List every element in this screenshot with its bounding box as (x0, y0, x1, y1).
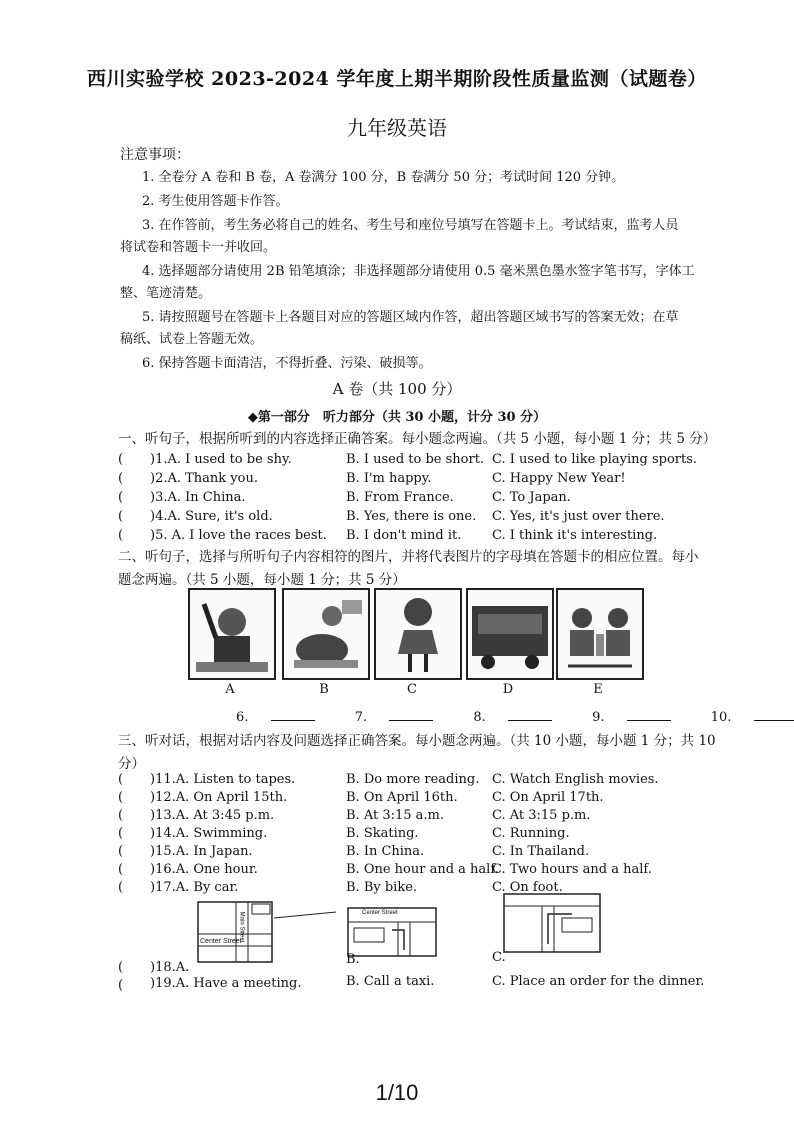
question-row: ( )4.A. Sure, it's old. B. Yes, there is one. C. Yes, it's just over there. (118, 509, 665, 524)
question-row: ( )17.A. By car. B. By bike. C. On foot. (118, 880, 563, 895)
part-three-heading: 三、听对话，根据对话内容及问题选择正确答案。每小题念两遍。（共 10 小题，每小题 1 分；共 10 分） (118, 733, 716, 772)
picture-label: E (593, 682, 603, 697)
question-row: ( )19.A. Have a meeting. B. Call a taxi. C. Place an order for the dinner. (118, 974, 705, 993)
map-option-b (346, 906, 438, 958)
picture-a (188, 588, 276, 680)
question-row: ( )3.A. In China. B. From France. C. To Japan. (118, 490, 571, 505)
note-item: 6. 保持答题卡面清洁，不得折叠、污染、破损等。 (142, 356, 432, 371)
blank-item: 8. (473, 710, 570, 725)
blank-item: 6. (236, 710, 333, 725)
note-item: 稿纸、试卷上答题无效。 (120, 332, 264, 347)
note-item: 5. 请按照题号在答题卡上各题目对应的答题区域内作答，超出答题区域书写的答案无效；在草 (142, 310, 679, 325)
question-row: ( )15.A. In Japan. B. In China. C. In Thailand. (118, 844, 590, 859)
part-one-heading: 一、听句子，根据所听到的内容选择正确答案。每小题念两遍。（共 5 小题，每小题 1 分；共 5 分） (118, 431, 717, 447)
picture-label: A (225, 682, 235, 697)
exam-title: 西川实验学校 2023-2024 学年度上期半期阶段性质量监测（试题卷） (87, 68, 707, 90)
picture-label: D (502, 682, 514, 697)
note-item: 1. 全卷分 A 卷和 B 卷，A 卷满分 100 分，B 卷满分 50 分；考试时间 120 分钟。 (142, 170, 625, 185)
question-row: ( )12.A. On April 15th. B. On April 16th. C. On April 17th. (118, 790, 604, 805)
picture-d (466, 588, 554, 680)
blank-item: 10. (711, 710, 794, 725)
question-row: ( )13.A. At 3:45 p.m. B. At 3:15 a.m. C. At 3:15 p.m. (118, 808, 591, 823)
section-a-title: A 卷（共 100 分） (332, 380, 462, 398)
question-row: ( )16.A. One hour. B. One hour and a half. C. Two hours and a half. (118, 862, 652, 877)
picture-c (374, 588, 462, 680)
map-street-label: Center Street (200, 938, 242, 945)
exam-subtitle: 九年级英语 (347, 116, 447, 140)
question-row: ( )5. A. I love the races best. B. I don't mind it. C. I think it's interesting. (118, 528, 658, 543)
picture-label: B (319, 682, 329, 697)
note-item: 4. 选择题部分请使用 2B 铅笔填涂；非选择题部分请使用 0.5 毫米黑色墨水签字笔书写，字体工 (142, 264, 695, 279)
question-row: ( )14.A. Swimming. B. Skating. C. Running. (118, 826, 570, 841)
map-street-label: Center Street (362, 910, 398, 916)
map-option-c (502, 892, 602, 954)
question-row: ( )18.A. B. C. (118, 950, 506, 975)
page-number: 1/10 (375, 1080, 419, 1105)
part-one-title: ◆第一部分 听力部分（共 30 小题，计分 30 分） (247, 410, 547, 425)
answer-blanks (236, 710, 794, 725)
map-street-label: Main Street (238, 911, 245, 943)
note-item: 3. 在作答前，考生务必将自己的姓名、考生号和座位号填写在答题卡上。考试结束，监考人员 (142, 218, 679, 233)
picture-e (556, 588, 644, 680)
question-row: ( )1.A. I used to be shy. B. I used to be short. C. I used to like playing sports. (118, 452, 698, 467)
question-row: ( )11.A. Listen to tapes. B. Do more reading. C. Watch English movies. (118, 772, 659, 787)
note-item: 2. 考生使用答题卡作答。 (142, 194, 289, 209)
question-row: ( )2.A. Thank you. B. I'm happy. C. Happy New Year! (118, 471, 626, 486)
picture-label: C (407, 682, 417, 697)
blank-item: 7. (355, 710, 452, 725)
blank-item: 9. (592, 710, 689, 725)
notes-title: 注意事项： (120, 147, 190, 163)
picture-b (282, 588, 370, 680)
note-item: 将试卷和答题卡一并收回。 (120, 240, 277, 255)
part-two-heading: 二、听句子，选择与所听句子内容相符的图片，并将代表图片的字母填在答题卡的相应位置。每小 题念两遍。（共 5 小题，每小题 1 分；共 5 分） (118, 549, 699, 588)
note-item: 整、笔迹清楚。 (120, 286, 212, 301)
